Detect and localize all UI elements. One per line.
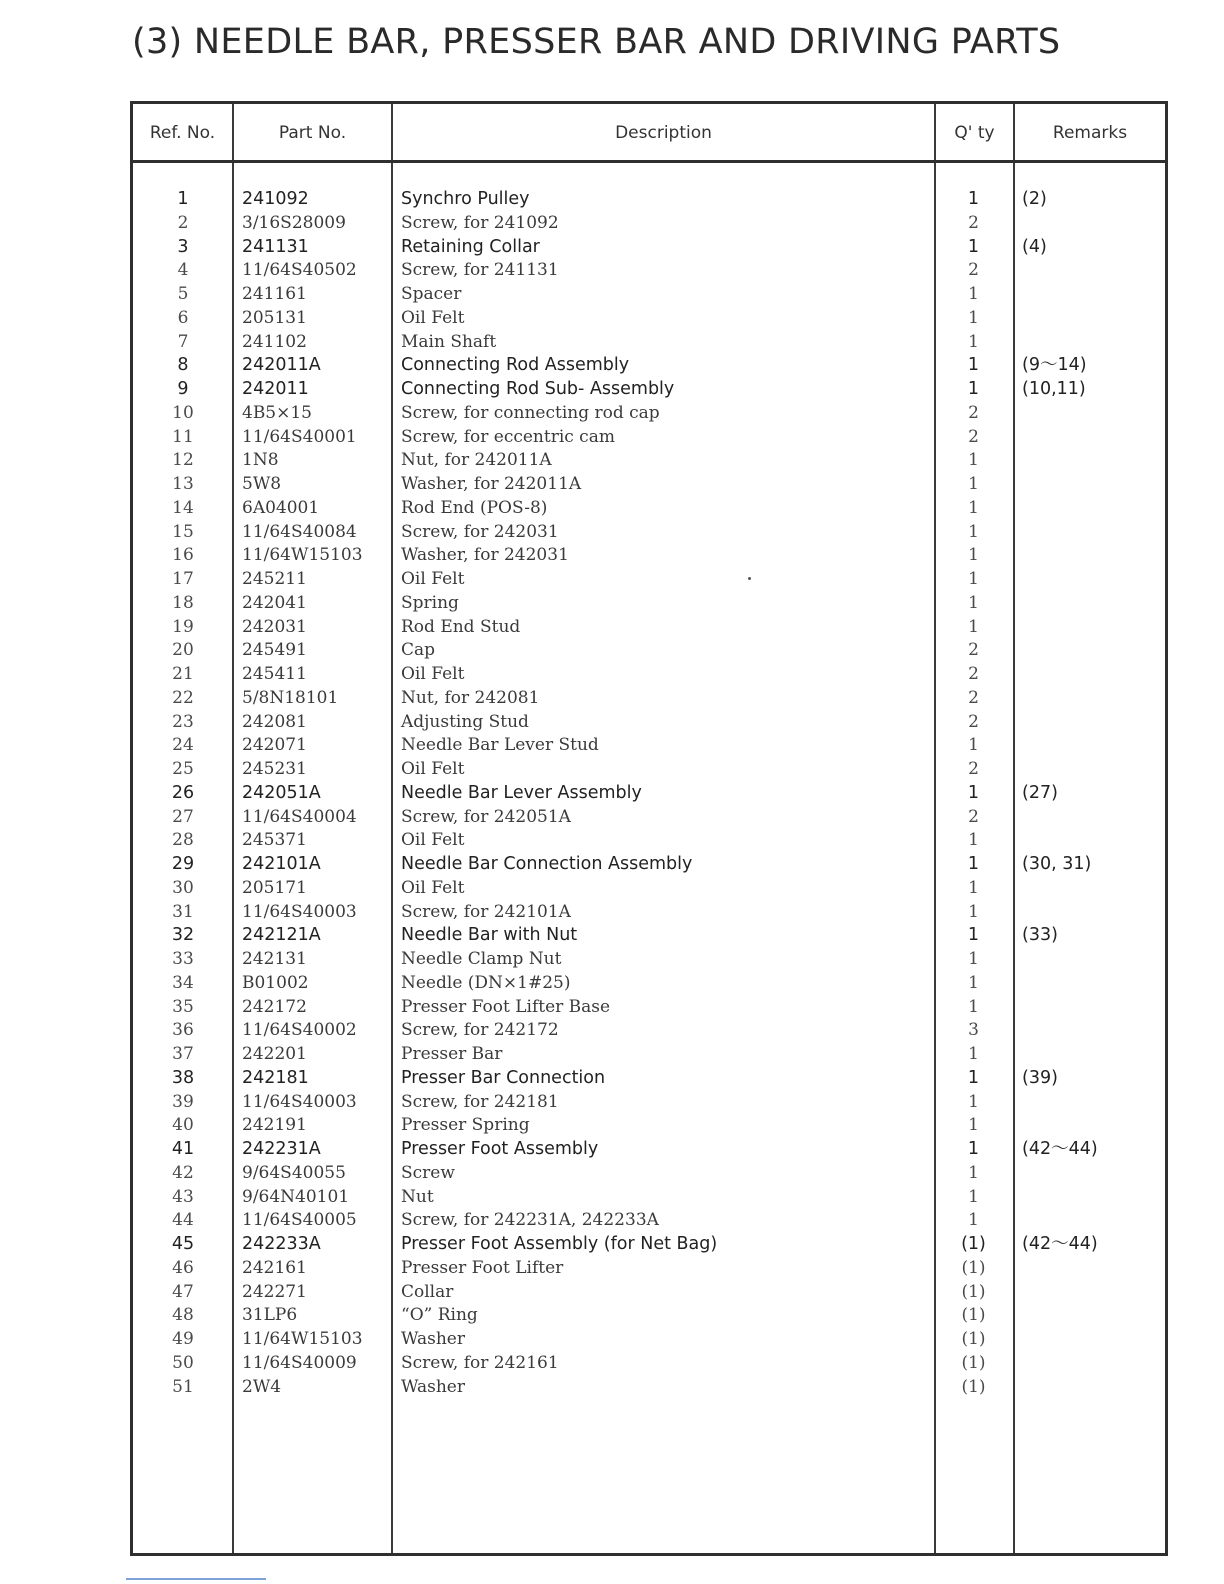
description-cell: Oil Felt [401,664,465,684]
ref-no-cell: 39 [172,1091,194,1112]
ref-no-cell: 49 [172,1329,194,1349]
description-cell: Spring [401,592,459,613]
table-row [133,236,1165,260]
ref-no-cell: 42 [172,1162,194,1183]
remarks-cell: (2) [1022,189,1047,209]
ref-no-cell: 44 [172,1210,194,1231]
part-no-cell: 242121A [242,925,321,946]
part-no-cell: 11/64W15103 [242,1329,363,1349]
table-row [133,1352,1165,1376]
part-no-cell: 242231A [242,1139,321,1159]
qty-cell: 1 [968,1186,979,1207]
qty-cell: 1 [968,949,979,969]
part-no-cell: 242131 [242,949,307,969]
table-row [133,307,1165,331]
ref-no-cell: 5 [177,284,189,304]
remarks-cell: (10,11) [1022,379,1086,399]
table-row [133,1328,1165,1352]
ref-no-cell: 24 [172,735,194,756]
qty-cell: 1 [968,307,979,328]
description-cell: Needle Bar Lever Assembly [401,782,642,803]
description-cell: Screw, for eccentric cam [401,426,615,447]
description-cell: Cap [401,640,436,661]
description-cell: Screw, for 242051A [401,806,571,827]
scan-speck [748,577,751,580]
table-row [133,1043,1165,1067]
description-cell: Needle Bar with Nut [401,925,578,946]
table-row [133,497,1165,521]
qty-cell: (1) [961,1281,986,1302]
ref-no-cell: 8 [177,355,189,376]
ref-no-cell: 2 [177,212,189,233]
part-no-cell: 245371 [242,830,307,851]
qty-cell: (1) [961,1257,986,1278]
description-cell: Retaining Collar [401,236,540,257]
ref-no-cell: 19 [172,616,194,637]
part-no-cell: 242011A [242,355,321,376]
part-no-cell: 242172 [242,996,307,1017]
ref-no-cell: 6 [177,307,189,328]
qty-cell: 1 [967,854,980,874]
table-row [133,212,1165,236]
table-row [133,354,1165,378]
description-cell: Needle Bar Lever Stud [401,735,599,756]
part-no-cell: 245211 [242,569,307,589]
table-row [133,687,1165,711]
ref-no-cell: 35 [172,996,194,1017]
qty-cell: 1 [968,284,979,304]
part-no-cell: 11/64S40502 [242,260,357,281]
part-no-cell: 11/64S40003 [242,901,357,922]
qty-cell: 1 [968,877,979,898]
table-row [133,188,1165,212]
qty-cell: 1 [968,1091,979,1112]
ref-no-cell: 25 [172,759,194,779]
remarks-cell: (9～14) [1022,355,1087,376]
table-body [133,188,1165,1399]
part-no-cell: 11/64W15103 [242,545,363,566]
part-no-cell: 242051A [242,782,321,803]
column-header-ref-no: Ref. No. [149,123,216,143]
part-no-cell: 242071 [242,735,307,756]
ref-no-cell: 3 [177,236,189,257]
table-row [133,806,1165,830]
description-cell: Oil Felt [401,569,465,589]
scan-edge-mark [126,1578,266,1580]
ref-no-cell: 28 [172,830,194,851]
part-no-cell: 11/64S40004 [242,806,357,827]
qty-cell: 2 [968,212,979,233]
ref-no-cell: 31 [172,901,194,922]
table-row [133,1209,1165,1233]
table-row [133,592,1165,616]
description-cell: Nut, for 242081 [401,687,540,708]
qty-cell: 1 [967,189,980,209]
part-no-cell: 242031 [242,616,307,637]
ref-no-cell: 48 [172,1305,194,1326]
description-cell: “O” Ring [401,1305,478,1326]
qty-cell: 1 [968,450,979,471]
qty-cell: 1 [968,830,979,851]
qty-cell: 1 [968,972,979,993]
description-cell: Oil Felt [401,759,465,779]
table-row [133,473,1165,497]
part-no-cell: 242161 [242,1257,307,1278]
table-row [133,829,1165,853]
qty-cell: 2 [968,664,979,684]
description-cell: Rod End Stud [401,616,521,637]
qty-cell: 2 [968,759,979,779]
remarks-cell: (42～44) [1022,1139,1098,1159]
qty-cell: 1 [967,1139,980,1159]
part-no-cell: 4B5×15 [242,402,313,423]
ref-no-cell: 50 [172,1352,194,1373]
qty-cell: 2 [968,806,979,827]
table-row [133,1304,1165,1328]
qty-cell: 3 [968,1020,979,1041]
table-row [133,972,1165,996]
ref-no-cell: 7 [177,331,189,352]
table-row [133,711,1165,735]
table-row [133,1091,1165,1115]
table-row [133,924,1165,948]
part-no-cell: 9/64S40055 [242,1162,346,1183]
part-no-cell: 241102 [242,331,307,352]
part-no-cell: 11/64S40005 [242,1210,357,1231]
part-no-cell: 242233A [242,1234,321,1254]
ref-no-cell: 32 [171,925,195,946]
column-header-qty: Q' ty [954,123,995,143]
description-cell: Needle Clamp Nut [401,949,562,969]
ref-no-cell: 9 [177,379,189,399]
part-no-cell: 242191 [242,1115,307,1136]
description-cell: Collar [401,1281,454,1302]
description-cell: Main Shaft [401,331,497,352]
table-row [133,283,1165,307]
part-no-cell: 245231 [242,759,307,779]
description-cell: Screw, for 242231A, 242233A [401,1210,659,1231]
ref-no-cell: 10 [172,402,194,423]
table-row [133,544,1165,568]
part-no-cell: 11/64S40084 [242,521,357,542]
table-row [133,259,1165,283]
part-no-cell: 3/16S28009 [242,212,346,233]
table-row [133,1019,1165,1043]
column-header-remarks: Remarks [1052,123,1128,143]
remarks-cell: (33) [1022,925,1058,946]
description-cell: Washer [401,1329,465,1349]
ref-no-cell: 41 [171,1139,195,1159]
table-row [133,378,1165,402]
ref-no-cell: 22 [172,687,194,708]
part-no-cell: B01002 [242,972,309,993]
remarks-cell: (42～44) [1022,1234,1098,1254]
description-cell: Presser Bar [401,1044,503,1064]
qty-cell: 1 [968,1044,979,1064]
table-row [133,996,1165,1020]
ref-no-cell: 18 [172,592,194,613]
description-cell: Oil Felt [401,830,465,851]
part-no-cell: 11/64S40003 [242,1091,357,1112]
part-no-cell: 241161 [242,284,307,304]
remarks-cell: (27) [1022,782,1058,803]
ref-no-cell: 21 [172,664,194,684]
part-no-cell: 242181 [242,1067,309,1088]
qty-cell: 1 [968,1210,979,1231]
part-no-cell: 245411 [242,664,307,684]
qty-cell: 2 [968,687,979,708]
ref-no-cell: 1 [177,189,189,209]
part-no-cell: 242271 [242,1281,307,1302]
description-cell: Nut, for 242011A [401,450,552,471]
description-cell: Presser Foot Assembly (for Net Bag) [401,1234,718,1254]
qty-cell: 2 [968,426,979,447]
qty-cell: 2 [968,711,979,732]
ref-no-cell: 47 [172,1281,194,1302]
description-cell: Spacer [401,284,462,304]
description-cell: Needle Bar Connection Assembly [401,854,693,874]
description-cell: Needle (DN×1#25) [401,972,571,993]
description-cell: Presser Foot Assembly [401,1139,599,1159]
table-row [133,1233,1165,1257]
description-cell: Screw, for 241092 [401,212,559,233]
description-cell: Oil Felt [401,877,465,898]
qty-cell: 1 [967,925,980,946]
qty-cell: (1) [961,1305,986,1326]
qty-cell: 1 [968,592,979,613]
ref-no-cell: 30 [172,877,194,898]
part-no-cell: 11/64S40002 [242,1020,357,1041]
description-cell: Connecting Rod Assembly [401,355,630,376]
description-cell: Screw, for 242031 [401,521,559,542]
table-row [133,1162,1165,1186]
part-no-cell: 11/64S40009 [242,1352,357,1373]
table-row [133,782,1165,806]
part-no-cell: 2W4 [242,1376,282,1397]
qty-cell: (1) [961,1234,986,1254]
qty-cell: 1 [967,379,980,399]
table-row [133,616,1165,640]
part-no-cell: 241092 [242,189,309,209]
part-no-cell: 9/64N40101 [242,1186,350,1207]
table-row [133,568,1165,592]
column-header-description: Description [615,123,712,143]
description-cell: Oil Felt [401,307,465,328]
qty-cell: 1 [968,616,979,637]
description-cell: Washer, for 242011A [401,474,582,494]
ref-no-cell: 51 [172,1376,194,1397]
qty-cell: (1) [961,1329,986,1349]
qty-cell: 1 [967,236,980,257]
ref-no-cell: 45 [171,1234,195,1254]
qty-cell: 1 [968,735,979,756]
table-row [133,948,1165,972]
table-row [133,1281,1165,1305]
ref-no-cell: 14 [172,497,194,518]
qty-cell: 1 [967,1067,980,1088]
part-no-cell: 245491 [242,640,307,661]
parts-table [130,101,1168,1556]
table-row [133,734,1165,758]
description-cell: Presser Foot Lifter Base [401,996,611,1017]
table-row [133,1067,1165,1091]
ref-no-cell: 20 [172,640,194,661]
description-cell: Presser Spring [401,1115,530,1136]
ref-no-cell: 27 [172,806,194,827]
ref-no-cell: 33 [172,949,194,969]
description-cell: Screw [401,1162,455,1183]
part-no-cell: 11/64S40001 [242,426,357,447]
qty-cell: 1 [968,497,979,518]
description-cell: Screw, for 242101A [401,901,571,922]
column-header-part-no: Part No. [278,123,347,143]
ref-no-cell: 13 [172,474,194,494]
description-cell: Washer [401,1376,465,1397]
ref-no-cell: 46 [172,1257,194,1278]
ref-no-cell: 38 [171,1067,195,1088]
part-no-cell: 31LP6 [242,1305,298,1326]
ref-no-cell: 37 [172,1044,194,1064]
part-no-cell: 5W8 [242,474,282,494]
table-row [133,877,1165,901]
qty-cell: 2 [968,402,979,423]
table-row [133,1138,1165,1162]
description-cell: Synchro Pulley [401,189,530,209]
qty-cell: 2 [968,260,979,281]
ref-no-cell: 26 [171,782,195,803]
part-no-cell: 242101A [242,854,321,874]
table-row [133,1186,1165,1210]
ref-no-cell: 17 [172,569,194,589]
part-no-cell: 242041 [242,592,307,613]
qty-cell: 1 [968,521,979,542]
description-cell: Nut [401,1186,434,1207]
part-no-cell: 242011 [242,379,309,399]
ref-no-cell: 4 [177,260,189,281]
qty-cell: 1 [968,545,979,566]
ref-no-cell: 23 [172,711,194,732]
qty-cell: 1 [968,474,979,494]
remarks-cell: (30, 31) [1022,854,1092,874]
description-cell: Presser Foot Lifter [401,1257,564,1278]
description-cell: Washer, for 242031 [401,545,569,566]
part-no-cell: 242081 [242,711,307,732]
qty-cell: 1 [967,355,980,376]
page-title: (3) NEEDLE BAR, PRESSER BAR AND DRIVING PARTS [132,22,1061,62]
qty-cell: (1) [961,1352,986,1373]
remarks-cell: (39) [1022,1067,1058,1088]
description-cell: Screw, for 242172 [401,1020,559,1041]
table-row [133,853,1165,877]
table-row [133,1114,1165,1138]
part-no-cell: 6A04001 [242,497,320,518]
qty-cell: (1) [961,1376,986,1397]
part-no-cell: 205131 [242,307,307,328]
ref-no-cell: 11 [172,426,194,447]
part-no-cell: 241131 [242,236,309,257]
qty-cell: 1 [968,1162,979,1183]
table-row [133,1376,1165,1400]
table-row [133,402,1165,426]
part-no-cell: 242201 [242,1044,307,1064]
ref-no-cell: 29 [171,854,195,874]
ref-no-cell: 12 [172,450,194,471]
part-no-cell: 205171 [242,877,307,898]
remarks-cell: (4) [1022,236,1047,257]
qty-cell: 2 [968,640,979,661]
ref-no-cell: 36 [172,1020,194,1041]
ref-no-cell: 16 [172,545,194,566]
description-cell: Screw, for 242161 [401,1352,559,1373]
description-cell: Presser Bar Connection [401,1067,606,1088]
description-cell: Screw, for 241131 [401,260,559,281]
table-row [133,521,1165,545]
table-row [133,1257,1165,1281]
table-row [133,449,1165,473]
description-cell: Connecting Rod Sub- Assembly [401,379,675,399]
qty-cell: 1 [967,782,980,803]
ref-no-cell: 15 [172,521,194,542]
qty-cell: 1 [968,996,979,1017]
table-row [133,663,1165,687]
description-cell: Screw, for connecting rod cap [401,402,660,423]
part-no-cell: 5/8N18101 [242,687,339,708]
description-cell: Adjusting Stud [401,711,529,732]
table-row [133,758,1165,782]
ref-no-cell: 34 [172,972,194,993]
part-no-cell: 1N8 [242,450,279,471]
table-row [133,426,1165,450]
description-cell: Rod End (POS-8) [401,497,548,518]
table-row [133,901,1165,925]
table-row [133,639,1165,663]
ref-no-cell: 40 [172,1115,194,1136]
description-cell: Screw, for 242181 [401,1091,559,1112]
qty-cell: 1 [968,901,979,922]
qty-cell: 1 [968,569,979,589]
table-row [133,331,1165,355]
qty-cell: 1 [968,331,979,352]
qty-cell: 1 [968,1115,979,1136]
ref-no-cell: 43 [172,1186,194,1207]
